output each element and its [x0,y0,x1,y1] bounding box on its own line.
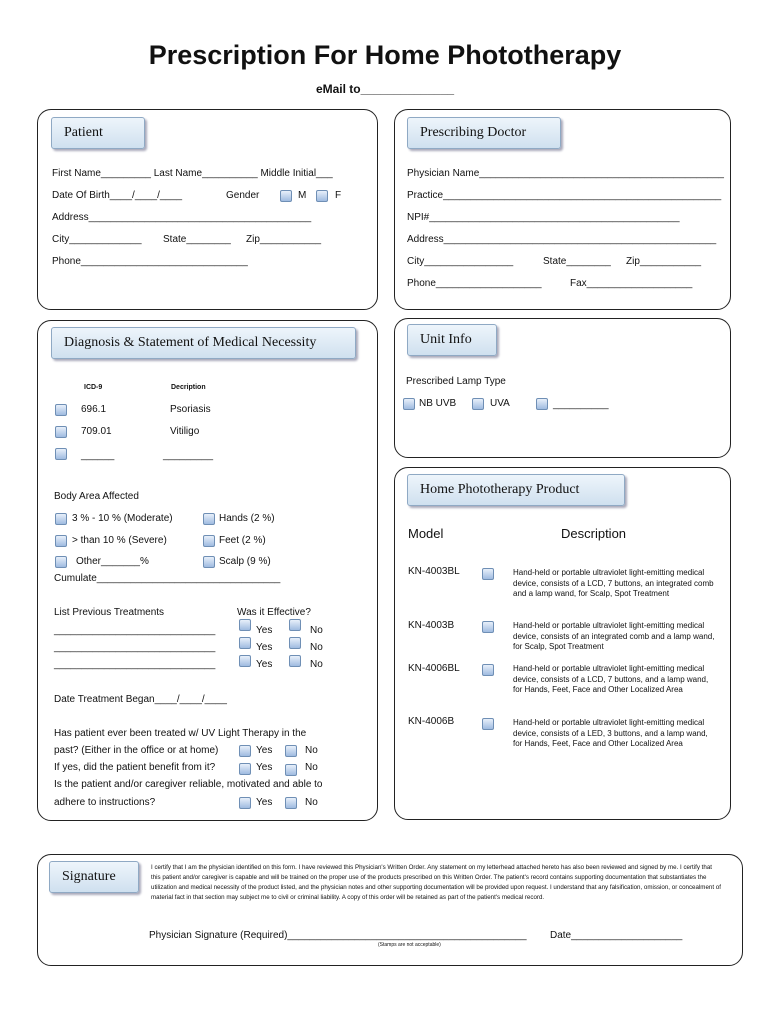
benefit-no-label: No [305,762,318,773]
treatment-line[interactable]: _____________________________ [54,625,216,636]
diagnosis-desc-blank[interactable]: _________ [163,450,214,461]
patient-phone[interactable]: Phone______________________________ [52,256,248,267]
reliable-question-line1: Is the patient and/or caregiver reliable, motivated and able to [54,779,323,790]
product-checkbox-kn4003bl[interactable] [482,568,494,580]
effective-no-label: No [310,659,323,670]
model-column-header: Model [408,526,444,541]
body-area-label: Body Area Affected [54,491,139,502]
email-to-line[interactable]: eMail to______________ [315,82,455,96]
icd-code: 709.01 [81,426,112,437]
page-title: Prescription For Home Phototherapy [148,40,622,70]
product-description: Hand-held or portable ultraviolet light-emitting medical device, consists of an integrated comb and a lamp wand, for Scalp, Spot Treatment [513,621,715,651]
area-hands-checkbox[interactable] [203,513,215,525]
doctor-state[interactable]: State________ [543,256,611,267]
product-checkbox-kn4003b[interactable] [482,621,494,633]
signature-header: Signature [49,861,139,893]
diagnosis-checkbox-other[interactable] [55,448,67,460]
reliable-yes-label: Yes [256,797,273,808]
signature-date-field[interactable]: Date____________________ [550,930,683,941]
doctor-phone[interactable]: Phone___________________ [407,278,542,289]
gender-female-checkbox[interactable] [316,190,328,202]
description-column-header: Description [561,526,627,541]
practice[interactable]: Practice__________________________________________________ [407,190,722,201]
product-description: Hand-held or portable ultraviolet light-emitting medical device, consists of a LCD, 7 buttons, an integrated comb and a lamp wand, for Scalp, Spot Treatment [513,568,714,598]
treatment-line[interactable]: _____________________________ [54,642,216,653]
product-description: Hand-held or portable ultraviolet light-emitting medical device, consists of a LED, 3 buttons, and a lamp wand, for Hands, Feet, Face and Other Localized Area [513,718,708,748]
area-severe-checkbox[interactable] [55,535,67,547]
product-checkbox-kn4006b[interactable] [482,718,494,730]
previous-treatments-label: List Previous Treatments [54,607,165,618]
lamp-other-checkbox[interactable] [536,398,548,410]
cumulate-field[interactable]: Cumulate_________________________________ [54,573,281,584]
benefit-no-checkbox[interactable] [285,764,297,776]
unit-info-header: Unit Info [407,324,497,356]
uv-therapy-yes-label: Yes [256,745,273,756]
gender-male-checkbox[interactable] [280,190,292,202]
diagnosis-desc: Vitiligo [170,426,200,437]
effective-no-label: No [310,642,323,653]
gender-female-label: F [335,190,342,201]
benefit-yes-label: Yes [256,762,273,773]
product-checkbox-kn4006bl[interactable] [482,664,494,676]
reliable-question-line2: adhere to instructions? [54,797,156,808]
effective-yes-checkbox[interactable] [239,619,251,631]
reliable-no-checkbox[interactable] [285,797,297,809]
icd-column-header: ICD-9 [84,384,103,391]
uv-therapy-question-line2: past? (Either in the office or at home) [54,745,219,756]
patient-address[interactable]: Address________________________________________ [52,212,312,223]
lamp-nb-uvb-label: NB UVB [419,398,457,409]
effective-no-checkbox[interactable] [289,655,301,667]
product-model: KN-4006BL [408,663,460,674]
product-model: KN-4003B [408,620,455,631]
physician-name[interactable]: Physician Name____________________________________________ [407,168,724,179]
patient-state[interactable]: State________ [163,234,231,245]
reliable-yes-checkbox[interactable] [239,797,251,809]
area-other-label[interactable]: Other_______% [76,556,149,567]
area-feet-label: Feet (2 %) [219,535,266,546]
patient-city[interactable]: City_____________ [52,234,142,245]
uv-therapy-no-checkbox[interactable] [285,745,297,757]
reliable-no-label: No [305,797,318,808]
diagnosis-checkbox-psoriasis[interactable] [55,404,67,416]
stamps-note: (Stamps are not acceptable) [378,942,441,948]
doctor-zip[interactable]: Zip___________ [626,256,702,267]
area-other-checkbox[interactable] [55,556,67,568]
uv-therapy-yes-checkbox[interactable] [239,745,251,757]
effective-yes-label: Yes [256,625,273,636]
gender-male-label: M [298,190,307,201]
effective-yes-label: Yes [256,642,273,653]
effective-label: Was it Effective? [237,607,311,618]
patient-zip[interactable]: Zip___________ [246,234,322,245]
effective-no-checkbox[interactable] [289,619,301,631]
uv-therapy-no-label: No [305,745,318,756]
doctor-address[interactable]: Address_________________________________________________ [407,234,717,245]
product-model: KN-4003BL [408,566,460,577]
patient-dob[interactable]: Date Of Birth____/____/____ [52,190,183,201]
effective-no-label: No [310,625,323,636]
doctor-city[interactable]: City________________ [407,256,514,267]
date-treatment-began[interactable]: Date Treatment Began____/____/____ [54,694,227,705]
effective-no-checkbox[interactable] [289,637,301,649]
treatment-line[interactable]: _____________________________ [54,659,216,670]
doctor-fax[interactable]: Fax___________________ [570,278,693,289]
uv-therapy-question-line1: Has patient ever been treated w/ UV Light Therapy in the [54,728,307,739]
product-header: Home Phototherapy Product [407,474,625,506]
lamp-other-field[interactable]: __________ [553,399,609,410]
lamp-uva-checkbox[interactable] [472,398,484,410]
description-column-header: Decription [171,384,206,391]
diagnosis-header: Diagnosis & Statement of Medical Necessity [51,327,356,359]
area-severe-label: > than 10 % (Severe) [72,535,167,546]
effective-yes-label: Yes [256,659,273,670]
benefit-question: If yes, did the patient benefit from it? [54,762,216,773]
patient-header: Patient [51,117,145,149]
diagnosis-checkbox-vitiligo[interactable] [55,426,67,438]
npi[interactable]: NPI#_____________________________________________ [407,212,680,223]
area-moderate-checkbox[interactable] [55,513,67,525]
area-scalp-checkbox[interactable] [203,556,215,568]
lamp-uva-label: UVA [490,398,510,409]
icd-code: 696.1 [81,404,107,415]
patient-name-line[interactable]: First Name_________ Last Name__________ Middle Initial___ [52,168,333,179]
area-feet-checkbox[interactable] [203,535,215,547]
icd-code-blank[interactable]: ______ [81,450,115,461]
effective-yes-checkbox[interactable] [239,655,251,667]
gender-label: Gender [226,190,260,201]
area-scalp-label: Scalp (9 %) [219,556,271,567]
doctor-header: Prescribing Doctor [407,117,561,149]
product-model: KN-4006B [408,716,455,727]
certification-text: I certify that I am the physician identified on this form. I have reviewed this Physician's Written Order. Any statement on my letterhead attached hereto has also been reviewed and signed by me. I certify that this patient and/or caregiver is capable and will be trained on the proper use of the products prescribed on this Written Order. The patient's record contains supporting documentation that substantiates the utilization and medical necessity of the product listed, and the physician notes and other supporting documentation will be provided upon request. I understand that any falsification, omission, or concealment of material fact in that section may subject me to civil or criminal liability. A copy of this order will be retained as part of the patient's medical record. [151,864,721,901]
physician-signature-field[interactable]: Physician Signature (Required)___________________________________________ [149,930,527,941]
product-description: Hand-held or portable ultraviolet light-emitting medical device, consists of a LCD, 7 buttons, and a lamp wand, for Hands, Feet, Face and Other Localized Area [513,664,709,694]
effective-yes-checkbox[interactable] [239,637,251,649]
area-hands-label: Hands (2 %) [219,513,275,524]
lamp-nb-uvb-checkbox[interactable] [403,398,415,410]
benefit-yes-checkbox[interactable] [239,763,251,775]
lamp-type-label: Prescribed Lamp Type [406,376,506,387]
diagnosis-desc: Psoriasis [170,404,211,415]
area-moderate-label: 3 % - 10 % (Moderate) [72,513,173,524]
